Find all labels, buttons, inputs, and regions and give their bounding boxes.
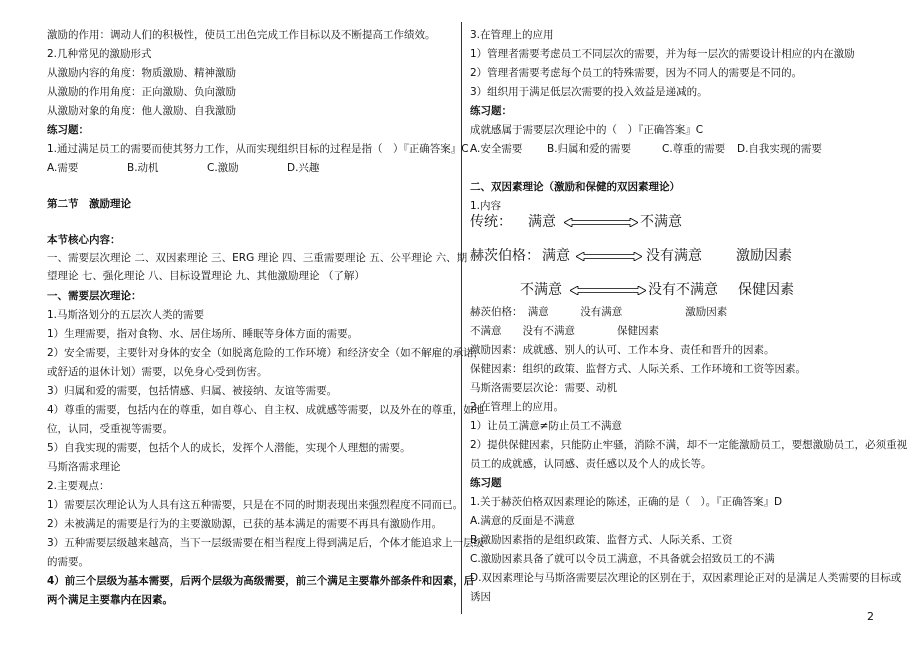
option-a: A.需要 — [47, 162, 79, 174]
option-a: A.满意的反面是不满意 — [470, 515, 575, 527]
double-arrow-icon — [576, 252, 642, 261]
text-line: 1.内容 — [470, 200, 502, 212]
text-line: 2.主要观点： — [47, 480, 110, 492]
text-line: 2.在管理上的应用。 — [470, 401, 565, 413]
text-line: 赫茨伯格： 满意 没有满意 激励因素 — [470, 306, 728, 318]
no-satisfaction-label: 没有满意 — [646, 248, 702, 264]
double-arrow-icon — [564, 218, 638, 227]
section-heading: 第二节 激励理论 — [47, 198, 131, 210]
text-line: 3）归属和爱的需要，包括情感、归属、被接纳、友谊等需要。 — [47, 385, 338, 397]
text-line: 一、需要层次理论 二、双因素理论 三、ERG 理论 四、三重需要理论 五、公平理论 六、期 — [47, 252, 468, 264]
core-content-heading: 本节核心内容： — [47, 234, 121, 246]
subsection-heading: 一、需要层次理论： — [47, 290, 142, 302]
text-line: 从激励内容的角度：物质激励、精神激励 — [47, 67, 236, 79]
exercise-heading: 练习题 — [470, 477, 502, 489]
text-line: 两个满足主要靠内在因素。 — [47, 594, 173, 606]
text-line: 2）安全需要，主要针对身体的安全（如脱离危险的工作环境）和经济安全（如不解雇的承诺， — [47, 347, 485, 359]
option-d: D.双因素理论与马斯洛需要层次理论的区别在于，双因素理论正对的是满足人类需要的目标或 — [470, 572, 902, 584]
no-dissatisfaction-label: 没有不满意 — [648, 282, 718, 298]
option-d: D.兴趣 — [287, 162, 320, 174]
option-d: D.自我实现的需要 — [737, 143, 822, 155]
text-line: 2）提供保健因素，只能防止牢骚，消除不满，却不一定能激励员工，要想激励员工，必须重视 — [470, 439, 908, 451]
option-b: B.动机 — [127, 162, 159, 174]
traditional-label: 传统： — [470, 214, 512, 230]
satisfied-label: 满意 — [542, 248, 570, 264]
dissatisfied-label: 不满意 — [520, 282, 562, 298]
option-c: C.激励因素具备了就可以令员工满意，不具备就会招致员工的不满 — [470, 553, 775, 565]
answer-options — [47, 161, 319, 175]
exercise-heading: 练习题： — [470, 105, 512, 117]
text-line: 2.几种常见的激励形式 — [47, 48, 152, 60]
text-line: 4）前三个层级为基本需要，后两个层级为高级需要，前三个满足主要靠外部条件和因素，后 — [47, 575, 475, 587]
satisfied-label: 满意 — [528, 214, 556, 230]
text-line: 1）让员工满意≠防止员工不满意 — [470, 420, 622, 432]
text-line: 5）自我实现的需要，包括个人的成长，发挥个人潜能，实现个人理想的需要。 — [47, 442, 411, 454]
text-line: 1）生理需要，指对食物、水、居住场所、睡眠等身体方面的需要。 — [47, 328, 359, 340]
dissatisfied-label: 不满意 — [640, 214, 682, 230]
text-line: 员工的成就感，认同感、责任感以及个人的成长等。 — [470, 458, 712, 470]
text-line: 1.马斯洛划分的五层次人类的需要 — [47, 309, 205, 321]
subsection-heading: 二、双因素理论（激励和保健的双因素理论） — [470, 181, 680, 193]
question-text: 1.通过满足员工的需要而使其努力工作，从而实现组织目标的过程是指（ ）『正确答案』C — [47, 143, 469, 155]
text-line: 不满意 没有不满意 保健因素 — [470, 325, 659, 337]
question-text: 1.关于赫茨伯格双因素理论的陈述，正确的是（ ）。『正确答案』D — [470, 496, 783, 508]
answer-options — [470, 142, 822, 156]
text-line: 望理论 七、强化理论 八、目标设置理论 九、其他激励理论 （了解） — [47, 270, 365, 282]
text-line: 位，认同，受重视等需要。 — [47, 423, 173, 435]
text-line: 1）管理者需要考虑员工不同层次的需要，并为每一层次的需要设计相应的内在激励 — [470, 48, 855, 60]
text-line: 2）管理者需要考虑每个员工的特殊需要，因为不同人的需要是不同的。 — [470, 67, 803, 79]
text-line: 3）组织用于满足低层次需要的投入效益是递减的。 — [470, 86, 708, 98]
text-line: 从激励的作用角度：正向激励、负向激励 — [47, 86, 236, 98]
text-line: 马斯洛需要层次论：需要、动机 — [470, 382, 617, 394]
text-line: 的需要。 — [47, 556, 89, 568]
text-line: 2）未被满足的需要是行为的主要激励源，已获的基本满足的需要不再具有激励作用。 — [47, 518, 443, 530]
text-line: 3）五种需要层级越来越高，当下一层级需要在相当程度上得到满足后，个体才能追求上一层级 — [47, 537, 485, 549]
option-a: A.安全需要 — [470, 143, 523, 155]
text-line: 激励因素：成就感、别人的认可、工作本身、责任和晋升的因素。 — [470, 344, 775, 356]
text-line: 保健因素：组织的政策、监督方式、人际关系、工作环境和工资等因素。 — [470, 363, 806, 375]
text-line: 从激励对象的角度：他人激励、自我激励 — [47, 105, 236, 117]
question-text: 成就感属于需要层次理论中的（ ）『正确答案』C — [470, 124, 704, 136]
exercise-heading: 练习题： — [47, 124, 89, 136]
motivation-factor-label: 激励因素 — [736, 248, 792, 264]
text-line: 或舒适的退休计划）需要，以免身心受到伤害。 — [47, 366, 268, 378]
herzberg-label: 赫茨伯格： — [470, 248, 540, 264]
text-line: 3.在管理上的应用 — [470, 29, 554, 41]
text-line: 4）尊重的需要，包括内在的尊重，如自尊心、自主权、成就感等需要，以及外在的尊重，如地 — [47, 404, 485, 416]
page-number: 2 — [867, 610, 874, 623]
option-b: B.归属和爱的需要 — [547, 143, 632, 155]
option-b: B.激励因素指的是组织政策、监督方式、人际关系、工资 — [470, 534, 733, 546]
text-line: 诱因 — [470, 591, 491, 603]
text-line: 马斯洛需求理论 — [47, 461, 121, 473]
text-line: 1）需要层次理论认为人具有这五种需要，只是在不同的时期表现出来强烈程度不同而已。 — [47, 499, 464, 511]
hygiene-factor-label: 保健因素 — [738, 282, 794, 298]
text-line: 激励的作用：调动人们的积极性，使员工出色完成工作目标以及不断提高工作绩效。 — [47, 29, 436, 41]
double-arrow-icon — [570, 286, 646, 295]
option-c: C.激励 — [207, 162, 239, 174]
column-divider — [461, 22, 462, 614]
option-c: C.尊重的需要 — [662, 143, 726, 155]
